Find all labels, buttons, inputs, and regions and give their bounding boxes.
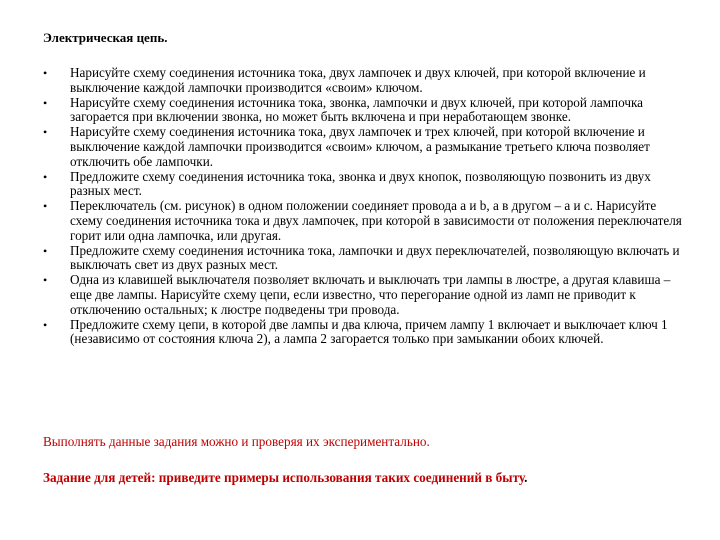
task-item-5	[43, 199, 683, 243]
kids-task-text: Задание для детей: приведите примеры использования таких соединений в быту	[43, 470, 525, 485]
bullet-icon: •	[43, 125, 48, 140]
bullet-icon: •	[43, 317, 48, 332]
bullet-icon: •	[43, 243, 48, 258]
task-item-3	[43, 125, 683, 169]
bullet-icon: •	[43, 66, 48, 80]
task-item-8	[43, 318, 683, 348]
bullet-icon: •	[43, 95, 48, 110]
task-text-8: Предложите схему цепи, в которой две лампы и два ключа, причем лампу 1 включает и выключает ключ 1 (независимо от состояния ключа 2), а лампа 2 загорается только при замыкании обоих ключей.	[70, 316, 668, 347]
task-item-7	[43, 273, 683, 317]
bullet-icon: •	[43, 169, 48, 184]
document-title: Электрическая цепь.	[43, 30, 168, 45]
task-item-4	[43, 170, 683, 200]
bullet-icon: •	[43, 273, 48, 288]
task-list	[43, 66, 683, 347]
task-text-3: Нарисуйте схему соединения источника тока, двух лампочек и трех ключей, при которой включение и выключение каждой лампочки производится «своим» ключом, а размыкание третьего ключа позволяет отключить обе лампочки.	[70, 124, 650, 169]
task-item-6	[43, 244, 683, 274]
task-text-1: Нарисуйте схему соединения источника тока, двух лампочек и двух ключей, при которой включение и выключение каждой лампочки производится «своим» ключом.	[70, 65, 646, 95]
task-text-2: Нарисуйте схему соединения источника тока, звонка, лампочки и двух ключей, при которой лампочка загорается при включении звонка, но может быть включена и при неработающем звонке.	[70, 94, 644, 125]
task-item-2	[43, 96, 683, 126]
experiment-note: Выполнять данные задания можно и проверяя их экспериментально.	[43, 434, 430, 449]
bullet-icon: •	[43, 199, 48, 214]
kids-task	[43, 470, 527, 486]
task-text-5: Переключатель (см. рисунок) в одном положении соединяет провода а и b, а в другом – а и с. Нарисуйте схему соединения источника тока и двух лампочек, при которой в зависимости от положения переключателя горит или одна лампочка, или другая.	[70, 198, 682, 243]
task-text-6: Предложите схему соединения источника тока, лампочки и двух переключателей, позволяющую включать и выключать свет из двух разных мест.	[70, 242, 680, 273]
task-item-1	[43, 66, 683, 96]
task-text-4: Предложите схему соединения источника тока, звонка и двух кнопок, позволяющую позвонить из двух разных мест.	[70, 168, 651, 199]
kids-task-end: .	[524, 470, 528, 485]
task-text-7: Одна из клавишей выключателя позволяет включать и выключать три лампы в люстре, а другая клавиша – еще две лампы. Нарисуйте схему цепи, если известно, что перегорание одной из ламп не приводит к отключению остальных; к люстре подведены три провода.	[70, 272, 671, 317]
